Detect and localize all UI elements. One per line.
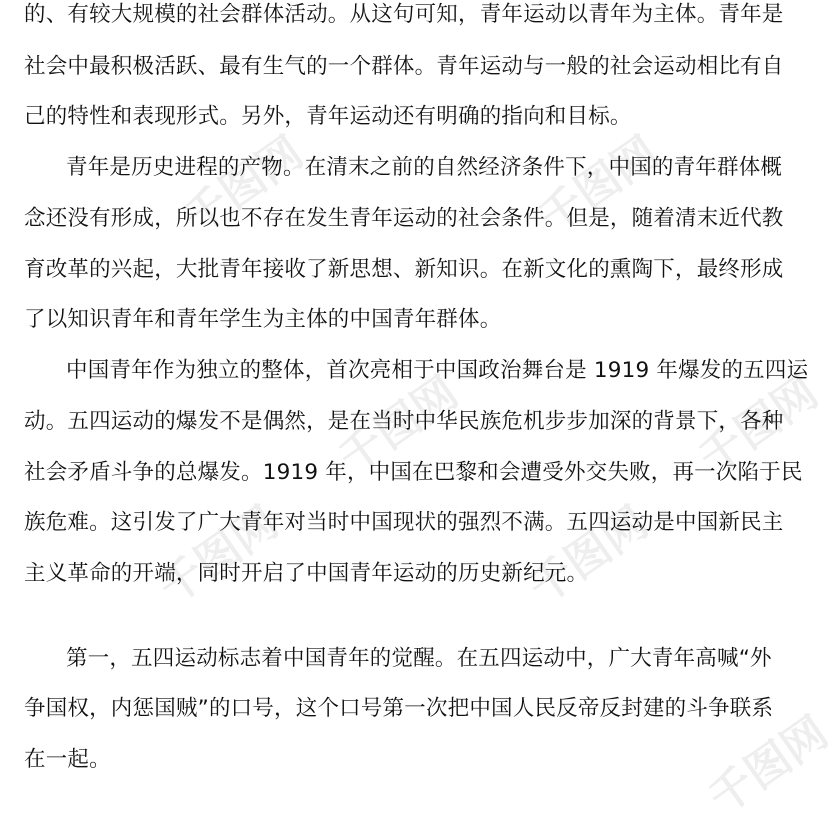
text-line: 在一起。 — [24, 747, 111, 772]
text-line: 族危难。这引发了广大青年对当时中国现状的强烈不满。五四运动是中国新民主 — [24, 510, 784, 535]
watermark: 千图网 — [689, 366, 828, 485]
watermark: 千图网 — [699, 706, 838, 825]
text-line: 主义革命的开端，同时开启了中国青年运动的历史新纪元。 — [24, 561, 589, 586]
watermark: 千图网 — [174, 126, 313, 245]
text-line: 社会矛盾斗争的总爆发。1919 年，中国在巴黎和会遭受外交失败，再一次陷于民 — [24, 460, 803, 485]
text-line: 己的特性和表现形式。另外，青年运动还有明确的指向和目标。 — [24, 104, 632, 129]
text-line: 育改革的兴起，大批青年接收了新思想、新知识。在新文化的熏陶下，最终形成 — [24, 257, 784, 282]
text-line: 念还没有形成，所以也不存在发生青年运动的社会条件。但是，随着清末近代教 — [24, 206, 784, 231]
text-line: 第一，五四运动标志着中国青年的觉醒。在五四运动中，广大青年高喊“外 — [66, 646, 772, 671]
text-line: 的、有较大规模的社会群体活动。从这句可知，青年运动以青年为主体。青年是 — [24, 2, 784, 27]
watermark: 千图网 — [529, 126, 668, 245]
text-line: 青年是历史进程的产物。在清末之前的自然经济条件下，中国的青年群体概 — [66, 155, 783, 180]
text-line: 中国青年作为独立的整体，首次亮相于中国政治舞台是 1919 年爆发的五四运 — [66, 358, 809, 383]
text-line: 了以知识青年和青年学生为主体的中国青年群体。 — [24, 307, 502, 332]
text-line: 社会中最积极活跃、最有生气的一个群体。青年运动与一般的社会运动相比有自 — [24, 54, 784, 79]
text-line: 动。五四运动的爆发不是偶然，是在当时中华民族危机步步加深的背景下，各种 — [24, 409, 784, 434]
watermark: 千图网 — [329, 366, 468, 485]
watermark: 千图网 — [519, 496, 658, 615]
text-line: 争国权，内惩国贼”的口号，这个口号第一次把中国人民反帝反封建的斗争联系 — [24, 696, 774, 721]
watermark: 千图网 — [149, 496, 288, 615]
